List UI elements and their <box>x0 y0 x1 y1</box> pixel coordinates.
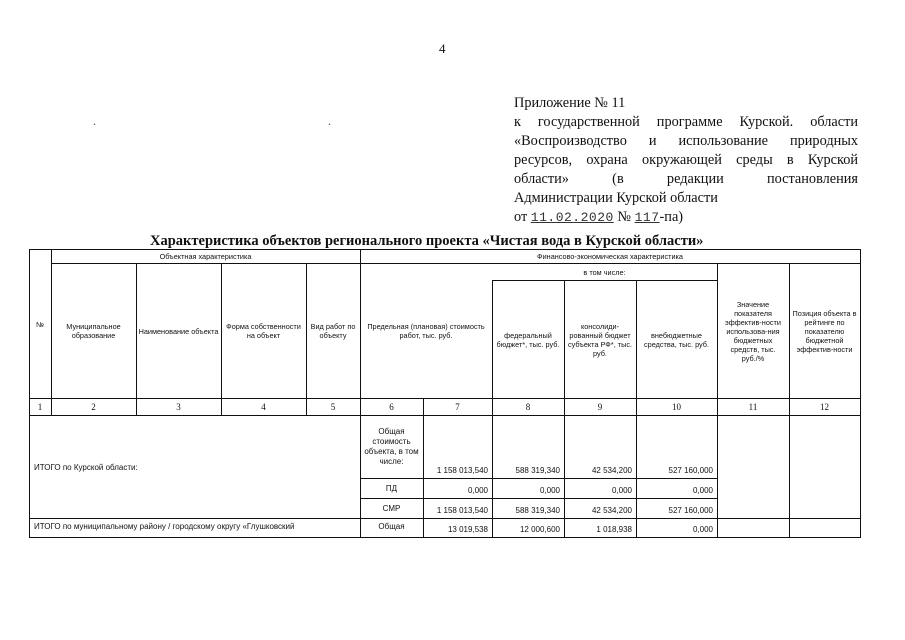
cell-consolidated: 0,000 <box>611 486 632 495</box>
cell-total: 13 019,538 <box>447 525 488 534</box>
scan-dot: . <box>328 114 331 128</box>
col-number: 1 <box>37 402 43 412</box>
row-label-total-cost: Общая стоимость объекта, в том числе: <box>364 427 419 466</box>
col-header-municipality: Муниципальное образование <box>66 322 121 340</box>
cell-federal: 588 319,340 <box>515 466 560 475</box>
col-header-work-type: Вид работ по объекту <box>310 322 356 340</box>
cell-extrabudget: 527 160,000 <box>668 466 713 475</box>
cell-total: 0,000 <box>467 486 488 495</box>
cell-federal: 588 319,340 <box>515 506 560 515</box>
total-region-label: ИТОГО по Курской области: <box>34 463 138 472</box>
row-label-smr: СМР <box>382 504 401 513</box>
district-total-label: ИТОГО по муниципальному району / городскому округу «Глушковский <box>34 522 295 531</box>
col-number: 12 <box>820 402 829 412</box>
appendix-line: области» (в редакции постановления <box>514 171 858 187</box>
appendix-line: Администрации Курской области <box>514 190 718 206</box>
col-header-efficiency: Значение показателя эффектив-ности использова-ния бюджетных средств, тыс. руб./% <box>725 299 781 363</box>
group-finance-header: Финансово-экономическая характеристика <box>537 252 683 261</box>
table-title: Характеристика объектов регионального проекта «Чистая вода в Курской области» <box>150 233 704 249</box>
col-number: 11 <box>748 402 758 412</box>
col-number: 5 <box>330 402 336 412</box>
col-header-ownership: Форма собственности на объект <box>226 322 301 340</box>
row-label-district: Общая <box>378 521 405 531</box>
appendix-line: «Воспроизводство и использование природных <box>514 133 858 149</box>
page-number: 4 <box>439 41 446 56</box>
cell-federal: 0,000 <box>539 486 560 495</box>
group-object-header: Объектная характеристика <box>159 252 252 261</box>
cell-consolidated: 42 534,200 <box>591 466 632 475</box>
col-header-object-name: Наименование объекта <box>138 326 219 336</box>
col-number: 9 <box>597 402 603 412</box>
cell-extrabudget: 0,000 <box>692 486 713 495</box>
col-header-extrabudget: внебюджетные средства, тыс. руб. <box>644 330 709 349</box>
col-header-rank: Позиция объекта в рейтинге по показателю бюджетной эффектив-ности <box>792 308 857 354</box>
cell-total: 1 158 013,540 <box>436 506 488 515</box>
handwritten-date: 11.02.2020 <box>530 210 614 225</box>
col-header-federal: федеральный бюджет*, тыс. руб. <box>496 330 560 349</box>
col-number: 10 <box>672 402 681 412</box>
appendix-line: ресурсов, охрана окружающей среды в Курской <box>514 152 858 168</box>
including-header: в том числе: <box>583 267 626 277</box>
number-suffix: -па) <box>659 209 684 225</box>
handwritten-number: 117 <box>634 210 660 225</box>
scan-dot: . <box>93 114 96 128</box>
col-number: 7 <box>455 402 460 412</box>
cell-extrabudget: 0,000 <box>692 525 713 534</box>
col-number: 4 <box>261 402 266 412</box>
col-header-consolidated: консолиди-рованный бюджет субъекта РФ*, тыс. руб. <box>567 321 633 358</box>
cell-federal: 12 000,600 <box>519 525 560 534</box>
row-label-pd: ПД <box>385 484 398 493</box>
col-number: 3 <box>176 402 181 412</box>
appendix-line: Приложение № 11 <box>514 95 626 111</box>
col-number: 6 <box>389 402 394 412</box>
date-prefix: от <box>514 209 528 225</box>
cell-consolidated: 42 534,200 <box>591 506 632 515</box>
appendix-line: к государственной программе Курской. области <box>514 114 858 130</box>
cell-total: 1 158 013,540 <box>436 466 488 475</box>
col-number: 2 <box>91 402 96 412</box>
col-number: 8 <box>525 402 531 412</box>
number-prefix: № <box>617 209 632 225</box>
cell-consolidated: 1 018,938 <box>596 525 632 534</box>
col-header-no: № <box>36 319 44 329</box>
cell-extrabudget: 527 160,000 <box>668 506 713 515</box>
col-header-max-cost: Предельная (плановая) стоимость работ, тыс. руб. <box>367 322 485 340</box>
